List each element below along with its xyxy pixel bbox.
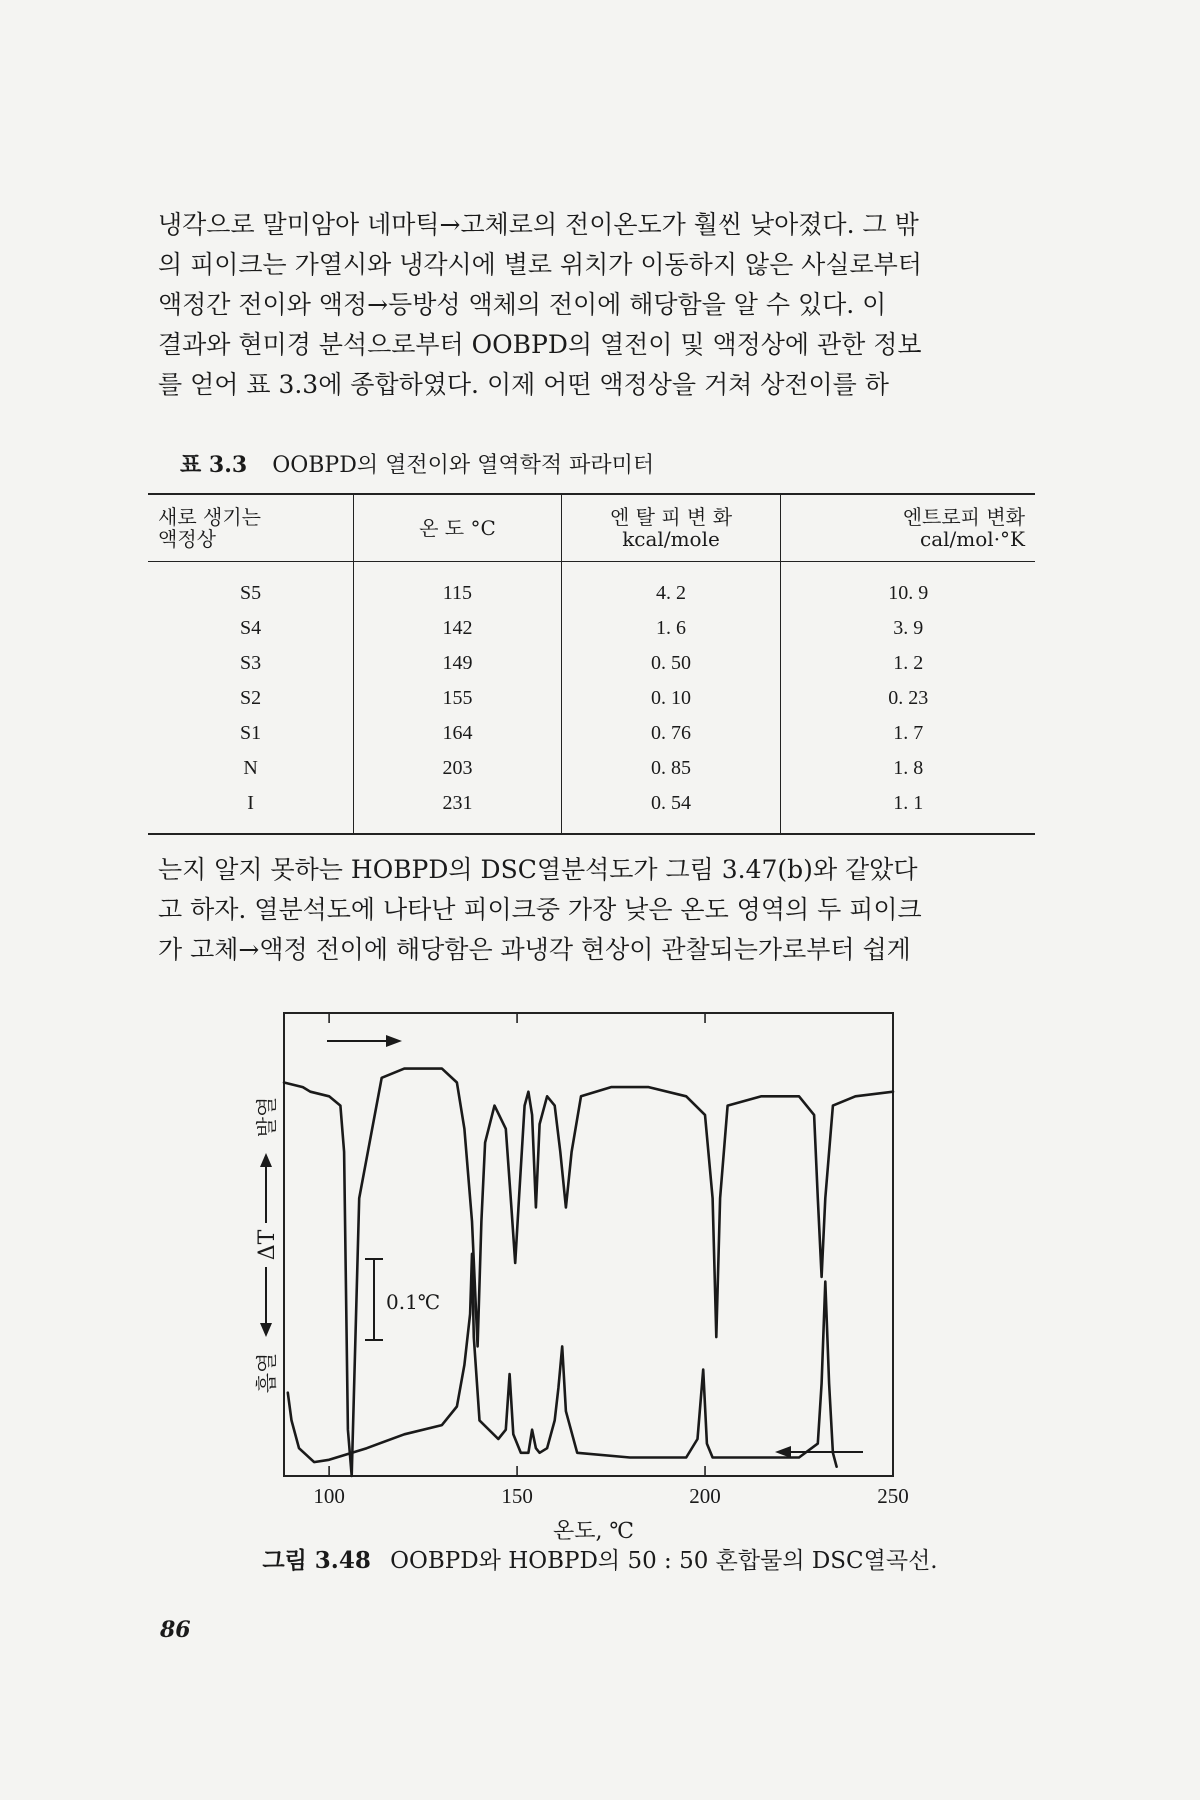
table-cell: S3 bbox=[240, 652, 262, 674]
table-cell: S1 bbox=[240, 722, 262, 744]
header-text: 엔트로피 변화 bbox=[902, 505, 1025, 529]
table-cell: N bbox=[243, 757, 258, 779]
y-label-exo: 발열 bbox=[255, 1096, 279, 1138]
figure-caption-text: OOBPD와 HOBPD의 50 : 50 혼합물의 DSC열곡선. bbox=[390, 1548, 938, 1574]
table-cell: 1. 2 bbox=[781, 646, 1035, 681]
table-cell: 0. 10 bbox=[561, 681, 781, 716]
table-cell: 1. 1 bbox=[781, 786, 1035, 834]
header-text: 온 도 °C bbox=[419, 516, 496, 540]
text-line: 결과와 현미경 분석으로부터 OOBPD의 열전이 및 액정상에 관한 정보 bbox=[158, 330, 922, 359]
table-cell: 155 bbox=[354, 681, 561, 716]
text-line: 를 얻어 표 3.3에 종합하였다. 이제 어떤 액정상을 거쳐 상전이를 하 bbox=[158, 370, 889, 399]
table-cell: 149 bbox=[354, 646, 561, 681]
table-cell: 4. 2 bbox=[561, 562, 781, 612]
table-cell: 0. 50 bbox=[561, 646, 781, 681]
y-label-endo: 흡열 bbox=[255, 1352, 279, 1394]
table-cell: I bbox=[247, 792, 254, 814]
header-text: 엔 탈 피 변 화 bbox=[609, 505, 733, 529]
table-cell: 1. 7 bbox=[781, 716, 1035, 751]
page-number: 86 bbox=[160, 1617, 191, 1643]
table-cell: 3. 9 bbox=[781, 611, 1035, 646]
cooling-curve bbox=[288, 1254, 837, 1467]
table-caption-text: OOBPD의 열전이와 열역학적 파라미터 bbox=[272, 453, 655, 478]
x-axis-ticks bbox=[313, 1013, 908, 1544]
header-text: 액정상 bbox=[158, 527, 216, 551]
table-cell: S2 bbox=[240, 687, 262, 709]
y-label-delta-t: ΔT bbox=[255, 1229, 280, 1261]
plot-frame bbox=[284, 1013, 893, 1476]
text-line: 냉각으로 말미암아 네마틱→고체로의 전이온도가 훨씬 낮아졌다. 그 밖 bbox=[158, 210, 919, 239]
header-text: cal/mol·°K bbox=[920, 527, 1025, 551]
x-tick-label: 100 bbox=[313, 1484, 345, 1508]
table-cell: 0. 76 bbox=[561, 716, 781, 751]
table-cell: 1. 6 bbox=[561, 611, 781, 646]
y-arrow-down-head bbox=[260, 1323, 272, 1337]
text-line: 고 하자. 열분석도에 나타난 피이크중 가장 낮은 온도 영역의 두 피이크 bbox=[158, 895, 922, 924]
text-line: 는지 알지 못하는 HOBPD의 DSC열분석도가 그림 3.47(b)와 같았다 bbox=[158, 855, 918, 884]
table-caption-label: 표 3.3 bbox=[180, 452, 248, 478]
figure-caption bbox=[0, 1542, 1200, 1575]
x-tick-label: 200 bbox=[689, 1484, 721, 1508]
table-cell: 231 bbox=[354, 786, 561, 834]
text-line: 액정간 전이와 액정→등방성 액체의 전이에 해당함을 알 수 있다. 이 bbox=[158, 290, 887, 319]
table-cell: 142 bbox=[354, 611, 561, 646]
header-text: kcal/mole bbox=[622, 527, 720, 551]
heating-arrow-head bbox=[386, 1035, 402, 1047]
text-line: 의 피이크는 가열시와 냉각시에 별로 위치가 이동하지 않은 사실로부터 bbox=[158, 250, 922, 279]
table-cell: 1. 8 bbox=[781, 751, 1035, 786]
table-cell: 10. 9 bbox=[781, 562, 1035, 612]
table-cell: 164 bbox=[354, 716, 561, 751]
x-tick-label: 250 bbox=[877, 1484, 909, 1508]
table-cell: 203 bbox=[354, 751, 561, 786]
dsc-curves bbox=[284, 1069, 893, 1476]
y-arrow-up-head bbox=[260, 1153, 272, 1167]
scale-bar-label: 0.1℃ bbox=[386, 1290, 441, 1314]
heating-curve bbox=[284, 1069, 893, 1476]
table-cell: 115 bbox=[354, 562, 561, 612]
plot-border bbox=[284, 1013, 893, 1476]
table-cell: S4 bbox=[240, 617, 262, 639]
header-text: 새로 생기는 bbox=[158, 505, 261, 529]
table-cell: 0. 23 bbox=[781, 681, 1035, 716]
figure-caption-label: 그림 3.48 bbox=[262, 1547, 371, 1574]
table-cell: 0. 54 bbox=[561, 786, 781, 834]
y-axis-label bbox=[255, 1097, 280, 1394]
x-axis-label: 온도, ℃ bbox=[552, 1519, 635, 1544]
table-cell: S5 bbox=[240, 582, 262, 604]
text-line: 가 고체→액정 전이에 해당함은 과냉각 현상이 관찰되는가로부터 쉽게 bbox=[158, 935, 911, 964]
x-tick-label: 150 bbox=[501, 1484, 533, 1508]
table-cell: 0. 85 bbox=[561, 751, 781, 786]
